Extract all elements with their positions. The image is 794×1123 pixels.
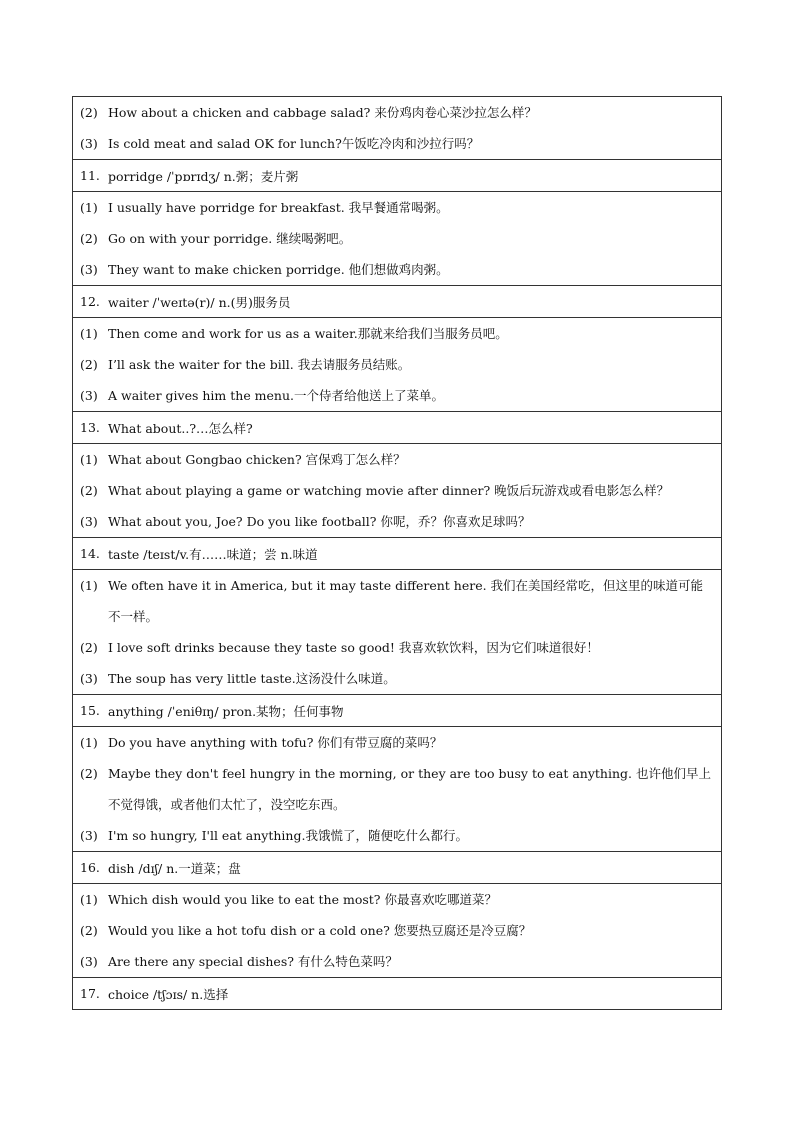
example-label: (1) xyxy=(80,735,98,750)
example-sentences xyxy=(73,97,721,160)
example-row xyxy=(73,475,721,506)
example-row xyxy=(73,946,721,977)
example-row xyxy=(73,128,721,159)
example-row xyxy=(73,820,721,851)
example-label: (2) xyxy=(80,231,98,246)
example-text: Which dish would you like to eat the most? 你最喜欢吃哪道菜？ xyxy=(108,892,497,907)
example-label: (2) xyxy=(80,483,98,498)
example-text: Go on with your porridge. 继续喝粥吧。 xyxy=(108,231,352,246)
example-text: Do you have anything with tofu? 你们有带豆腐的菜吗？ xyxy=(108,735,443,750)
example-row xyxy=(73,632,721,663)
example-label: (1) xyxy=(80,326,98,341)
example-label: (1) xyxy=(80,578,98,593)
example-row xyxy=(73,192,721,223)
example-row xyxy=(73,570,721,632)
example-label: (1) xyxy=(80,200,98,215)
example-text: I love soft drinks because they taste so good! 我喜欢软饮料，因为它们味道很好！ xyxy=(108,640,599,655)
entry-number: 12. xyxy=(80,294,100,309)
example-text: Are there any special dishes? 有什么特色菜吗？ xyxy=(108,954,398,969)
example-label: (1) xyxy=(80,452,98,467)
example-label: (2) xyxy=(80,640,98,655)
example-sentences xyxy=(73,570,721,695)
example-row xyxy=(73,380,721,411)
example-text: The soup has very little taste.这汤没什么味道。 xyxy=(108,671,396,686)
example-text: Is cold meat and salad OK for lunch?午饭吃冷肉和沙拉行吗？ xyxy=(108,136,480,151)
entry-term: porridge /ˈpɒrɪdʒ/ n.粥；麦片粥 xyxy=(108,168,299,184)
example-label: (2) xyxy=(80,766,98,781)
example-row xyxy=(73,663,721,694)
entry-number: 13. xyxy=(80,420,100,435)
entry-term: taste /teɪst/v.有……味道；尝 n.味道 xyxy=(108,546,318,562)
example-sentences xyxy=(73,192,721,286)
example-label: (3) xyxy=(80,262,98,277)
example-text: Then come and work for us as a waiter.那就来给我们当服务员吧。 xyxy=(108,326,508,341)
example-sentences xyxy=(73,727,721,852)
entry-number: 16. xyxy=(80,860,100,875)
vocabulary-table xyxy=(72,96,722,1010)
example-text: What about you, Joe? Do you like football? 你呢，乔？你喜欢足球吗？ xyxy=(108,514,531,529)
example-text: I'm so hungry, I'll eat anything.我饿慌了，随便吃什么都行。 xyxy=(108,828,468,843)
example-row xyxy=(73,727,721,758)
entry-number: 14. xyxy=(80,546,100,561)
example-row xyxy=(73,758,721,820)
example-label: (1) xyxy=(80,892,98,907)
example-text: How about a chicken and cabbage salad? 来份鸡肉卷心菜沙拉怎么样？ xyxy=(108,105,537,120)
example-row xyxy=(73,349,721,380)
vocab-entry-header xyxy=(73,286,721,318)
example-row xyxy=(73,884,721,915)
example-sentences xyxy=(73,884,721,978)
entry-term: anything /ˈeniθɪŋ/ pron.某物；任何事物 xyxy=(108,703,344,719)
entry-term: choice /tʃɔɪs/ n.选择 xyxy=(108,986,229,1002)
entry-term: waiter /ˈweɪtə(r)/ n.(男)服务员 xyxy=(108,294,291,310)
vocab-entry-header xyxy=(73,538,721,570)
example-sentences xyxy=(73,444,721,538)
example-label: (3) xyxy=(80,954,98,969)
example-text: We often have it in America, but it may taste different here. 我们在美国经常吃，但这里的味道可能不一样。 xyxy=(108,578,704,624)
example-text: What about playing a game or watching movie after dinner? 晚饭后玩游戏或看电影怎么样？ xyxy=(108,483,670,498)
entry-number: 11. xyxy=(80,168,100,183)
example-label: (3) xyxy=(80,136,98,151)
vocab-entry-header xyxy=(73,978,721,1009)
example-label: (2) xyxy=(80,923,98,938)
example-text: They want to make chicken porridge. 他们想做鸡肉粥。 xyxy=(108,262,449,277)
example-text: I usually have porridge for breakfast. 我早餐通常喝粥。 xyxy=(108,200,449,215)
example-label: (3) xyxy=(80,514,98,529)
entry-term: What about..?…怎么样? xyxy=(108,420,253,436)
vocab-entry-header xyxy=(73,695,721,727)
example-label: (3) xyxy=(80,828,98,843)
example-text: A waiter gives him the menu.一个侍者给他送上了菜单。 xyxy=(108,388,445,403)
example-row xyxy=(73,506,721,537)
vocab-entry-header xyxy=(73,852,721,884)
entry-number: 15. xyxy=(80,703,100,718)
example-label: (2) xyxy=(80,105,98,120)
example-sentences xyxy=(73,318,721,412)
vocab-entry-header xyxy=(73,412,721,444)
example-row xyxy=(73,97,721,128)
example-row xyxy=(73,915,721,946)
example-text: Maybe they don't feel hungry in the morning, or they are too busy to eat anything. 也许他们早上不觉得饿，或者他们太忙了，没空吃东西。 xyxy=(108,766,711,812)
example-row xyxy=(73,318,721,349)
example-label: (3) xyxy=(80,671,98,686)
example-label: (2) xyxy=(80,357,98,372)
example-text: Would you like a hot tofu dish or a cold one? 您要热豆腐还是冷豆腐？ xyxy=(108,923,532,938)
example-label: (3) xyxy=(80,388,98,403)
example-row xyxy=(73,254,721,285)
example-row xyxy=(73,223,721,254)
example-text: I’ll ask the waiter for the bill. 我去请服务员结账。 xyxy=(108,357,411,372)
entry-number: 17. xyxy=(80,986,100,1001)
vocab-entry-header xyxy=(73,160,721,192)
example-row xyxy=(73,444,721,475)
entry-term: dish /dɪʃ/ n.一道菜；盘 xyxy=(108,860,241,876)
example-text: What about Gongbao chicken? 宫保鸡丁怎么样？ xyxy=(108,452,406,467)
